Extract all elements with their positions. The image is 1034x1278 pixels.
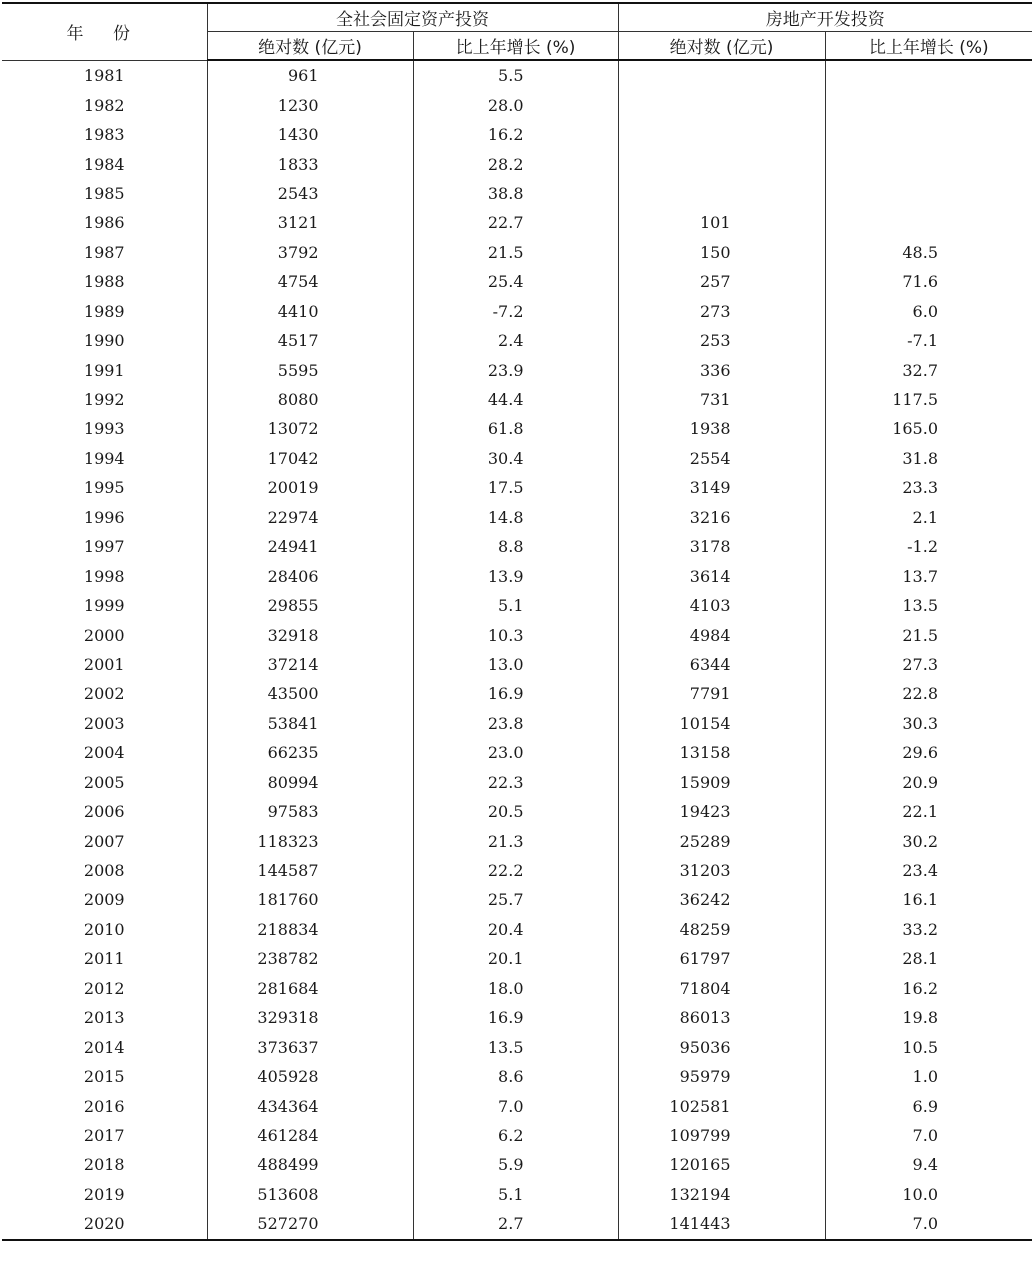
table-row [2,797,1032,826]
re-growth-cell: 1.0 [825,1062,1032,1091]
fai-growth-cell: 2.4 [413,326,618,355]
fai-growth-cell: 5.9 [413,1150,618,1179]
year-cell: 1991 [83,360,125,380]
table-row [2,915,1032,944]
year-cell: 2006 [83,802,125,822]
fai-growth-cell: 44.4 [413,385,618,414]
re-absolute-cell: 95979 [618,1062,825,1091]
year-cell: 2020 [2,1209,207,1239]
fai-growth-cell: 13.0 [413,650,618,679]
table-row [2,1121,1032,1150]
table-row [2,561,1032,590]
fai-absolute-cell: 97583 [207,797,413,826]
fai-absolute-cell: 2543 [207,179,413,208]
table-row [2,620,1032,649]
table-row [2,709,1032,738]
table-row [2,149,1032,178]
table-row [2,473,1032,502]
fai-absolute-cell: 24941 [207,532,413,561]
year-column-header: 年 份 [2,3,207,60]
table-header [2,3,1032,60]
table-row [2,974,1032,1003]
fai-growth-cell: 16.9 [413,679,618,708]
fai-growth-cell: 61.8 [413,414,618,443]
year-cell: 1986 [83,213,125,233]
re-growth-cell: 16.2 [825,974,1032,1003]
fai-growth-cell: 20.1 [413,944,618,973]
re-growth-cell: 30.2 [825,826,1032,855]
table-row [2,856,1032,885]
re-growth-cell: 31.8 [825,444,1032,473]
table-row [2,414,1032,443]
table-row [2,738,1032,767]
re-absolute-cell: 3178 [618,532,825,561]
year-cell: 1992 [83,390,125,410]
table-row [2,385,1032,414]
table-row [2,326,1032,355]
fai-absolute-cell: 329318 [207,1003,413,1032]
year-cell: 2013 [83,1008,125,1028]
table-row [2,944,1032,973]
re-growth-cell: 30.3 [825,709,1032,738]
table-body [2,60,1032,1240]
re-absolute-cell: 61797 [618,944,825,973]
year-cell: 1984 [83,154,125,174]
fai-growth-cell: 22.2 [413,856,618,885]
year-cell: 2005 [83,772,125,792]
re-absolute-cell: 71804 [618,974,825,1003]
re-growth-cell [825,90,1032,119]
re-growth-cell [825,60,1032,90]
re-absolute-cell: 31203 [618,856,825,885]
fai-absolute-cell: 961 [207,60,413,90]
year-cell: 2018 [83,1155,125,1175]
fai-growth-cell: 5.1 [413,1180,618,1209]
fai-growth-cell: 28.0 [413,90,618,119]
year-cell: 2017 [83,1125,125,1145]
re-growth-cell: 165.0 [825,414,1032,443]
fai-absolute-cell: 28406 [207,561,413,590]
year-cell: 1983 [83,125,125,145]
re-absolute-cell: 4103 [618,591,825,620]
fixed-asset-investment-group-header: 全社会固定资产投资 [207,3,618,32]
year-cell: 1997 [83,537,125,557]
fai-growth-cell: 23.9 [413,355,618,384]
year-cell: 2003 [83,713,125,733]
fai-growth-cell: 5.1 [413,591,618,620]
fai-growth-cell: 16.9 [413,1003,618,1032]
year-cell: 2016 [83,1096,125,1116]
re-absolute-cell: 3149 [618,473,825,502]
fai-absolute-cell: 80994 [207,768,413,797]
fai-growth-cell: 18.0 [413,974,618,1003]
re-growth-cell: 33.2 [825,915,1032,944]
fai-growth-cell: 5.5 [413,60,618,90]
fai-growth-cell: 38.8 [413,179,618,208]
re-absolute-cell: 3614 [618,561,825,590]
fai-growth-cell: 25.4 [413,267,618,296]
re-absolute-cell: 1938 [618,414,825,443]
re-growth-cell: 22.8 [825,679,1032,708]
fai-growth-cell: 13.5 [413,1032,618,1061]
fai-absolute-cell: 53841 [207,709,413,738]
year-cell: 2015 [83,1067,125,1087]
year-cell: 1990 [83,331,125,351]
table-row [2,679,1032,708]
table-row [2,532,1032,561]
year-cell: 1998 [83,566,125,586]
table-row [2,1032,1032,1061]
fai-growth-cell: 20.5 [413,797,618,826]
re-growth-cell: -7.1 [825,326,1032,355]
re-absolute-cell: 102581 [618,1091,825,1120]
re-absolute-cell: 95036 [618,1032,825,1061]
year-cell: 2004 [83,743,125,763]
fai-growth-cell: 21.5 [413,238,618,267]
year-cell: 2019 [83,1184,125,1204]
fai-absolute-cell: 8080 [207,385,413,414]
year-cell: 2009 [83,890,125,910]
fai-absolute-cell: 218834 [207,915,413,944]
re-absolute-cell: 36242 [618,885,825,914]
year-cell: 1996 [83,507,125,527]
table-row [2,60,1032,90]
re-growth-cell: 20.9 [825,768,1032,797]
re-growth-cell [825,149,1032,178]
fai-absolute-cell: 488499 [207,1150,413,1179]
re-absolute-cell: 4984 [618,620,825,649]
re-growth-cell: 16.1 [825,885,1032,914]
re-growth-cell: -1.2 [825,532,1032,561]
fai-absolute-cell: 5595 [207,355,413,384]
fai-absolute-cell: 238782 [207,944,413,973]
re-absolute-cell: 86013 [618,1003,825,1032]
table-row [2,297,1032,326]
re-absolute-cell: 336 [618,355,825,384]
re-absolute-cell: 7791 [618,679,825,708]
fai-growth-cell: 22.3 [413,768,618,797]
fai-absolute-cell: 43500 [207,679,413,708]
re-growth-cell: 13.5 [825,591,1032,620]
re-absolute-cell: 253 [618,326,825,355]
re-growth-cell: 117.5 [825,385,1032,414]
table-row [2,1003,1032,1032]
fai-absolute-cell: 17042 [207,444,413,473]
fai-growth-cell: 16.2 [413,120,618,149]
year-cell: 2008 [83,861,125,881]
re-absolute-cell [618,60,825,90]
fai-absolute-cell: 29855 [207,591,413,620]
re-absolute-cell [618,149,825,178]
table-row [2,1091,1032,1120]
re-growth-cell: 29.6 [825,738,1032,767]
fai-growth-cell: 2.7 [413,1209,618,1239]
re-growth-cell: 7.0 [825,1209,1032,1239]
re-absolute-cell: 120165 [618,1150,825,1179]
re-growth-cell: 10.5 [825,1032,1032,1061]
fai-absolute-cell: 4410 [207,297,413,326]
fai-absolute-cell: 4517 [207,326,413,355]
re-growth-cell: 9.4 [825,1150,1032,1179]
re-absolute-cell [618,90,825,119]
re-growth-cell: 6.9 [825,1091,1032,1120]
year-cell: 1993 [83,419,125,439]
re-absolute-cell [618,120,825,149]
re-absolute-cell: 257 [618,267,825,296]
re-growth-cell: 23.3 [825,473,1032,502]
fai-growth-cell: 20.4 [413,915,618,944]
year-cell: 1999 [83,596,125,616]
re-absolute-cell: 150 [618,238,825,267]
fai-absolute-cell: 32918 [207,620,413,649]
year-cell: 1994 [83,448,125,468]
re-growth-cell [825,179,1032,208]
fai-absolute-cell: 181760 [207,885,413,914]
fai-absolute-cell: 37214 [207,650,413,679]
table-row [2,179,1032,208]
real-estate-investment-group-header: 房地产开发投资 [618,3,1032,32]
table-row [2,444,1032,473]
re-absolute-cell: 2554 [618,444,825,473]
re-absolute-cell: 15909 [618,768,825,797]
fai-growth-cell: 30.4 [413,444,618,473]
re-absolute-cell: 132194 [618,1180,825,1209]
fai-growth-cell: 28.2 [413,149,618,178]
re-growth-cell: 21.5 [825,620,1032,649]
re-absolute-cell: 109799 [618,1121,825,1150]
table-row [2,355,1032,384]
fai-growth-cell: 21.3 [413,826,618,855]
fai-absolute-cell: 373637 [207,1032,413,1061]
re-growth-cell: 22.1 [825,797,1032,826]
year-cell: 2007 [83,831,125,851]
table-row [2,650,1032,679]
year-cell: 1988 [83,272,125,292]
table-row [2,885,1032,914]
fai-growth-cell: 6.2 [413,1121,618,1150]
fai-absolute-cell: 3121 [207,208,413,237]
table-row [2,1209,1032,1239]
fai-absolute-cell: 13072 [207,414,413,443]
re-absolute-cell: 10154 [618,709,825,738]
fai-absolute-cell: 66235 [207,738,413,767]
re-growth-cell: 10.0 [825,1180,1032,1209]
year-cell: 2014 [83,1037,125,1057]
fai-growth-cell: 8.6 [413,1062,618,1091]
table-row [2,503,1032,532]
table-row [2,238,1032,267]
year-cell: 2010 [83,919,125,939]
re-absolute-cell: 48259 [618,915,825,944]
fai-growth-cell: 23.8 [413,709,618,738]
investment-table [2,2,1032,1241]
re-growth-header: 比上年增长 (%) [825,32,1032,61]
year-cell: 1989 [83,301,125,321]
fai-growth-cell: 25.7 [413,885,618,914]
investment-table-container [2,2,1032,1241]
year-cell: 2011 [83,949,125,969]
fai-absolute-cell: 434364 [207,1091,413,1120]
fai-absolute-cell: 281684 [207,974,413,1003]
table-row [2,120,1032,149]
fai-growth-cell: 10.3 [413,620,618,649]
re-absolute-cell: 3216 [618,503,825,532]
re-growth-cell: 6.0 [825,297,1032,326]
year-cell: 1982 [83,95,125,115]
fai-absolute-cell: 1833 [207,149,413,178]
re-growth-cell: 13.7 [825,561,1032,590]
re-absolute-cell: 141443 [618,1209,825,1239]
fai-absolute-cell: 22974 [207,503,413,532]
table-row [2,1150,1032,1179]
fai-growth-cell: 14.8 [413,503,618,532]
re-absolute-header: 绝对数 (亿元) [618,32,825,61]
re-growth-cell: 48.5 [825,238,1032,267]
table-row [2,267,1032,296]
re-absolute-cell: 273 [618,297,825,326]
year-cell: 2000 [83,625,125,645]
re-absolute-cell: 13158 [618,738,825,767]
re-growth-cell: 23.4 [825,856,1032,885]
fai-absolute-cell: 405928 [207,1062,413,1091]
fai-growth-cell: 8.8 [413,532,618,561]
year-cell: 1981 [83,65,125,85]
fai-growth-cell: 23.0 [413,738,618,767]
re-growth-cell: 2.1 [825,503,1032,532]
fai-growth-cell: 17.5 [413,473,618,502]
table-row [2,208,1032,237]
fai-absolute-header: 绝对数 (亿元) [207,32,413,61]
fai-growth-cell: 22.7 [413,208,618,237]
re-absolute-cell: 101 [618,208,825,237]
fai-absolute-cell: 527270 [207,1209,413,1239]
year-cell: 1995 [83,478,125,498]
fai-growth-cell: -7.2 [413,297,618,326]
year-cell: 2012 [83,978,125,998]
re-absolute-cell [618,179,825,208]
re-growth-cell: 28.1 [825,944,1032,973]
fai-absolute-cell: 20019 [207,473,413,502]
fai-absolute-cell: 461284 [207,1121,413,1150]
year-cell: 2002 [83,684,125,704]
fai-absolute-cell: 1230 [207,90,413,119]
fai-growth-cell: 7.0 [413,1091,618,1120]
re-growth-cell [825,208,1032,237]
re-growth-cell: 71.6 [825,267,1032,296]
fai-absolute-cell: 1430 [207,120,413,149]
fai-growth-cell: 13.9 [413,561,618,590]
table-row [2,1180,1032,1209]
re-absolute-cell: 6344 [618,650,825,679]
re-growth-cell [825,120,1032,149]
re-growth-cell: 19.8 [825,1003,1032,1032]
table-row [2,826,1032,855]
re-absolute-cell: 731 [618,385,825,414]
fai-absolute-cell: 118323 [207,826,413,855]
table-row [2,1062,1032,1091]
table-row [2,90,1032,119]
re-absolute-cell: 25289 [618,826,825,855]
table-row [2,591,1032,620]
year-cell: 1985 [83,183,125,203]
re-growth-cell: 32.7 [825,355,1032,384]
fai-absolute-cell: 144587 [207,856,413,885]
year-cell: 2001 [83,654,125,674]
fai-absolute-cell: 3792 [207,238,413,267]
table-row [2,768,1032,797]
re-growth-cell: 27.3 [825,650,1032,679]
re-growth-cell: 7.0 [825,1121,1032,1150]
fai-growth-header: 比上年增长 (%) [413,32,618,61]
re-absolute-cell: 19423 [618,797,825,826]
fai-absolute-cell: 513608 [207,1180,413,1209]
fai-absolute-cell: 4754 [207,267,413,296]
year-cell: 1987 [83,242,125,262]
